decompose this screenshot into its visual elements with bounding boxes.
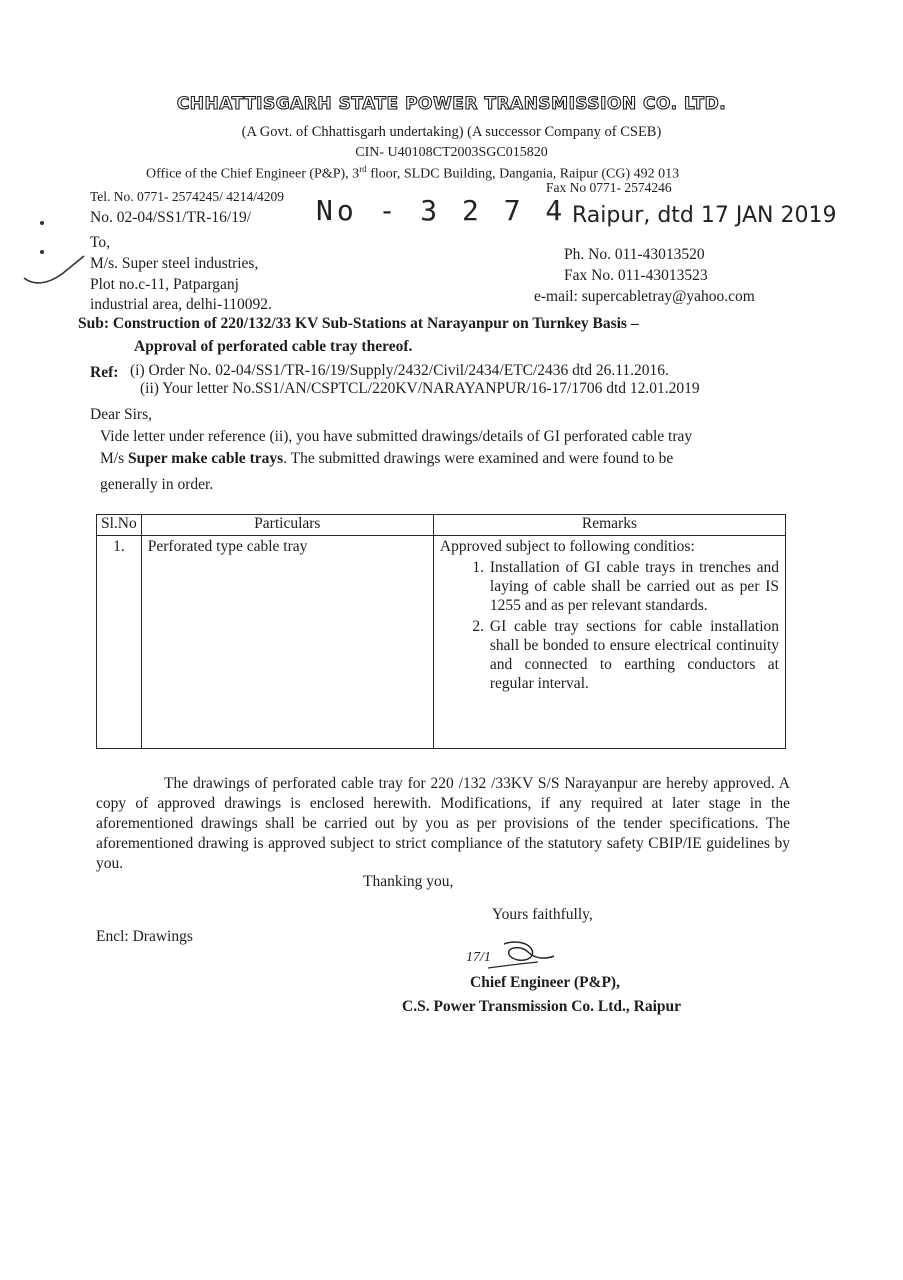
remarks-cell (433, 536, 785, 749)
table-header-row (97, 515, 786, 536)
intro-line: M/s Super make cable trays. The submitted drawings were examined and were found to be (100, 450, 674, 467)
company-subtitle: (A Govt. of Chhattisgarh undertaking) (A successor Company of CSEB) (241, 124, 662, 140)
office-address: Office of the Chief Engineer (P&P), 3rd floor, SLDC Building, Dangania, Raipur (CG) 492 013 (146, 164, 680, 182)
condition-item: 2. GI cable tray sections for cable installation shall be bonded to ensure electrical continuity and connected to earthing conductors at regular interval. (488, 617, 779, 693)
reference-item: (i) Order No. 02-04/SS1/TR-16/19/Supply/2432/Civil/2434/ETC/2436 dtd 26.11.2016. (130, 362, 669, 379)
company-cin: CIN- U40108CT2003SGC015820 (355, 145, 548, 160)
table-row (97, 536, 786, 749)
particulars-cell: Perforated type cable tray (141, 536, 433, 749)
letter-date: Raipur, dtd 17 JAN 2019 (572, 203, 837, 228)
enclosure: Encl: Drawings (96, 928, 193, 945)
sign-initials: 17/1 (466, 950, 491, 965)
ref-label: Ref: (90, 364, 119, 381)
salutation: Dear Sirs, (90, 406, 152, 423)
column-header: Remarks (433, 515, 785, 536)
reference-item: (ii) Your letter No.SS1/AN/CSPTCL/220KV/NARAYANPUR/16-17/1706 dtd 12.01.2019 (140, 380, 700, 397)
thanking-you: Thanking you, (363, 873, 454, 890)
addressee-line: industrial area, delhi-110092. (90, 296, 272, 313)
approval-table (96, 514, 786, 749)
addressee-line: M/s. Super steel industries, (90, 255, 259, 272)
fax: Fax No 0771- 2574246 (546, 180, 672, 195)
body-paragraph: The drawings of perforated cable tray for 220 /132 /33KV S/S Narayanpur are hereby approved. A copy of approved drawings is enclosed herewith. Modifications, if any required at later stage in the aforementioned drawings shall be carried out by you as per provisions of the tender specifications. The aforementioned drawing is approved subject to strict compliance of the statutory safety CBIP/IE guidelines by you. (96, 775, 790, 872)
signatory-designation: Chief Engineer (P&P), (470, 974, 620, 991)
dispatch-stamp-no: No - 3 2 7 4 (316, 194, 567, 227)
remarks-intro: Approved subject to following conditios: (439, 538, 695, 555)
pen-tick-mark (18, 250, 88, 290)
addressee-line: Plot no.c-11, Patparganj (90, 276, 239, 293)
condition-item: 1. Installation of GI cable trays in trenches and laying of cable shall be carried out as per IS 1255 and as per relevant standards. (488, 558, 779, 615)
margin-dot (40, 221, 44, 225)
column-header: Sl.No (97, 515, 142, 536)
addressee-phone: Ph. No. 011-43013520 (564, 246, 705, 263)
addressee-email: e-mail: supercabletray@yahoo.com (534, 288, 755, 305)
subject-line: Approval of perforated cable tray thereof. (134, 338, 413, 355)
column-header: Particulars (141, 515, 433, 536)
intro-line: Vide letter under reference (ii), you have submitted drawings/details of GI perforated cable tray (100, 428, 693, 445)
serial-cell: 1. (97, 536, 142, 749)
conditions-list (440, 558, 779, 693)
signatory-organisation: C.S. Power Transmission Co. Ltd., Raipur (402, 998, 682, 1015)
to-label: To, (90, 234, 111, 251)
telephone: Tel. No. 0771- 2574245/ 4214/4209 (90, 189, 285, 204)
addressee-fax: Fax No. 011-43013523 (564, 267, 708, 284)
company-name: CHHATTISGARH STATE POWER TRANSMISSION CO. LTD. (176, 94, 727, 114)
subject-line: Sub: Construction of 220/132/33 KV Sub-Stations at Narayanpur on Turnkey Basis – (78, 315, 639, 332)
yours-faithfully: Yours faithfully, (492, 906, 593, 923)
letter-ref-no: No. 02-04/SS1/TR-16/19/ (90, 209, 252, 226)
intro-line: generally in order. (100, 476, 214, 493)
